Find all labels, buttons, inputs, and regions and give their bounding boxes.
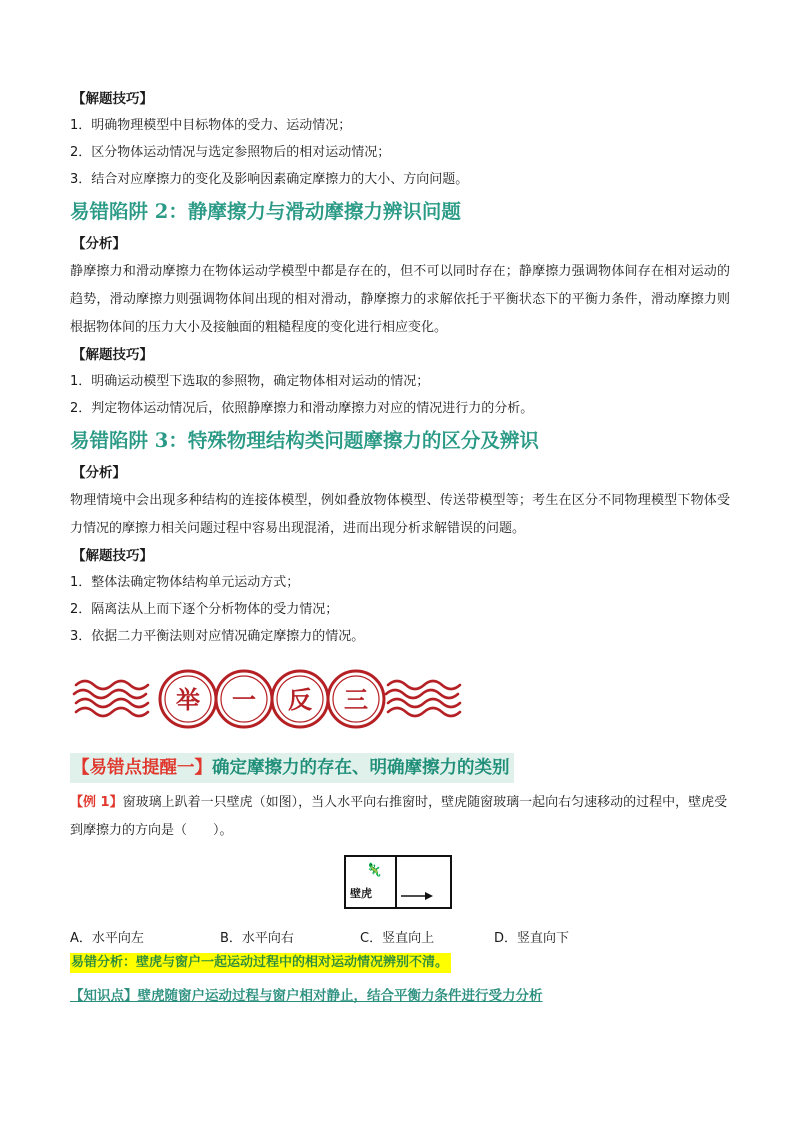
window-frame (344, 855, 452, 909)
reminder-bracket: 【易错点提醒一】 (72, 758, 212, 778)
tip-item: 1．明确运动模型下选取的参照物，确定物体相对运动的情况； (70, 374, 430, 389)
tip-item: 2．判定物体运动情况后，依照静摩擦力和滑动摩擦力对应的情况进行力的分析。 (70, 401, 534, 416)
tips-label: 【解题技巧】 (72, 91, 153, 107)
tips-label: 【解题技巧】 (72, 347, 153, 363)
banner-char: 举 (176, 686, 200, 714)
document-page (70, 90, 730, 1007)
banner-char: 三 (344, 686, 368, 714)
knowledge-text: 壁虎随窗户运动过程与窗户相对静止，结合平衡力条件进行受力分析 (137, 988, 543, 1004)
knowledge-point (70, 985, 730, 1007)
trap-2-title: 易错陷阱 2：静摩擦力与滑动摩擦力辨识问题 (70, 200, 461, 223)
tips-label: 【解题技巧】 (72, 548, 153, 564)
knowledge-tag: 【知识点】 (70, 988, 138, 1004)
gecko-icon: 🦎 (366, 863, 383, 878)
reminder-text: 确定摩擦力的存在、明确摩擦力的类别 (212, 758, 510, 778)
option-c: C．竖直向上 (360, 931, 435, 946)
right-wave-ornament (386, 681, 460, 716)
trap-3-title: 易错陷阱 3：特殊物理结构类问题摩擦力的区分及辨识 (70, 429, 539, 452)
banner-char: 一 (232, 686, 256, 714)
tip-item: 2．区分物体运动情况与选定参照物后的相对运动情况； (70, 145, 391, 160)
example-text: 窗玻璃上趴着一只壁虎（如图），当人水平向右推窗时，壁虎随窗玻璃一起向右匀速移动的过程中，壁虎受到摩擦力的方向是（ ）。 (70, 795, 728, 838)
banner-graphic (70, 663, 730, 733)
tip-item: 3．结合对应摩擦力的变化及影响因素确定摩擦力的大小、方向问题。 (70, 172, 469, 187)
error-analysis: 易错分析：壁虎与窗户一起运动过程中的相对运动情况辨别不清。 (70, 953, 451, 973)
analysis-text: 静摩擦力和滑动摩擦力在物体运动学模型中都是存在的，但不可以同时存在；静摩擦力强调物体间存在相对运动的趋势，滑动摩擦力则强调物体间出现的相对滑动，静摩擦力的求解依托于平衡状态下的平衡力条件，滑动摩擦力则根据物体间的压力大小及接触面的粗糙程度的变化进行相应变化。 (70, 264, 730, 335)
arrow-right-icon (397, 890, 437, 902)
analysis-text: 物理情境中会出现多种结构的连接体模型，例如叠放物体模型、传送带模型等；考生在区分不同物理模型下物体受力情况的摩擦力相关问题过程中容易出现混淆，进而出现分析求解错误的问题。 (70, 493, 730, 536)
example-tag: 【例 1】 (70, 795, 123, 810)
tip-item: 1．明确物理模型中目标物体的受力、运动情况； (70, 118, 352, 133)
option-a: A．水平向左 (70, 931, 144, 946)
analysis-label: 【分析】 (72, 236, 126, 252)
figure-label: 壁虎 (350, 887, 372, 900)
error-reminder-heading (70, 753, 514, 783)
left-wave-ornament (74, 681, 148, 716)
tip-item: 1．整体法确定物体结构单元运动方式； (70, 575, 300, 590)
tip-item: 2．隔离法从上而下逐个分析物体的受力情况； (70, 602, 339, 617)
option-b: B．水平向右 (220, 931, 294, 946)
banner-ju-yi-fan-san (70, 663, 730, 733)
example-1 (70, 789, 730, 845)
gecko-window-figure (70, 845, 730, 925)
banner-char: 反 (288, 686, 312, 714)
tip-item: 3．依据二力平衡法则对应情况确定摩擦力的情况。 (70, 629, 365, 644)
answer-options (70, 927, 730, 951)
analysis-label: 【分析】 (72, 465, 126, 481)
option-d: D．竖直向下 (494, 931, 570, 946)
